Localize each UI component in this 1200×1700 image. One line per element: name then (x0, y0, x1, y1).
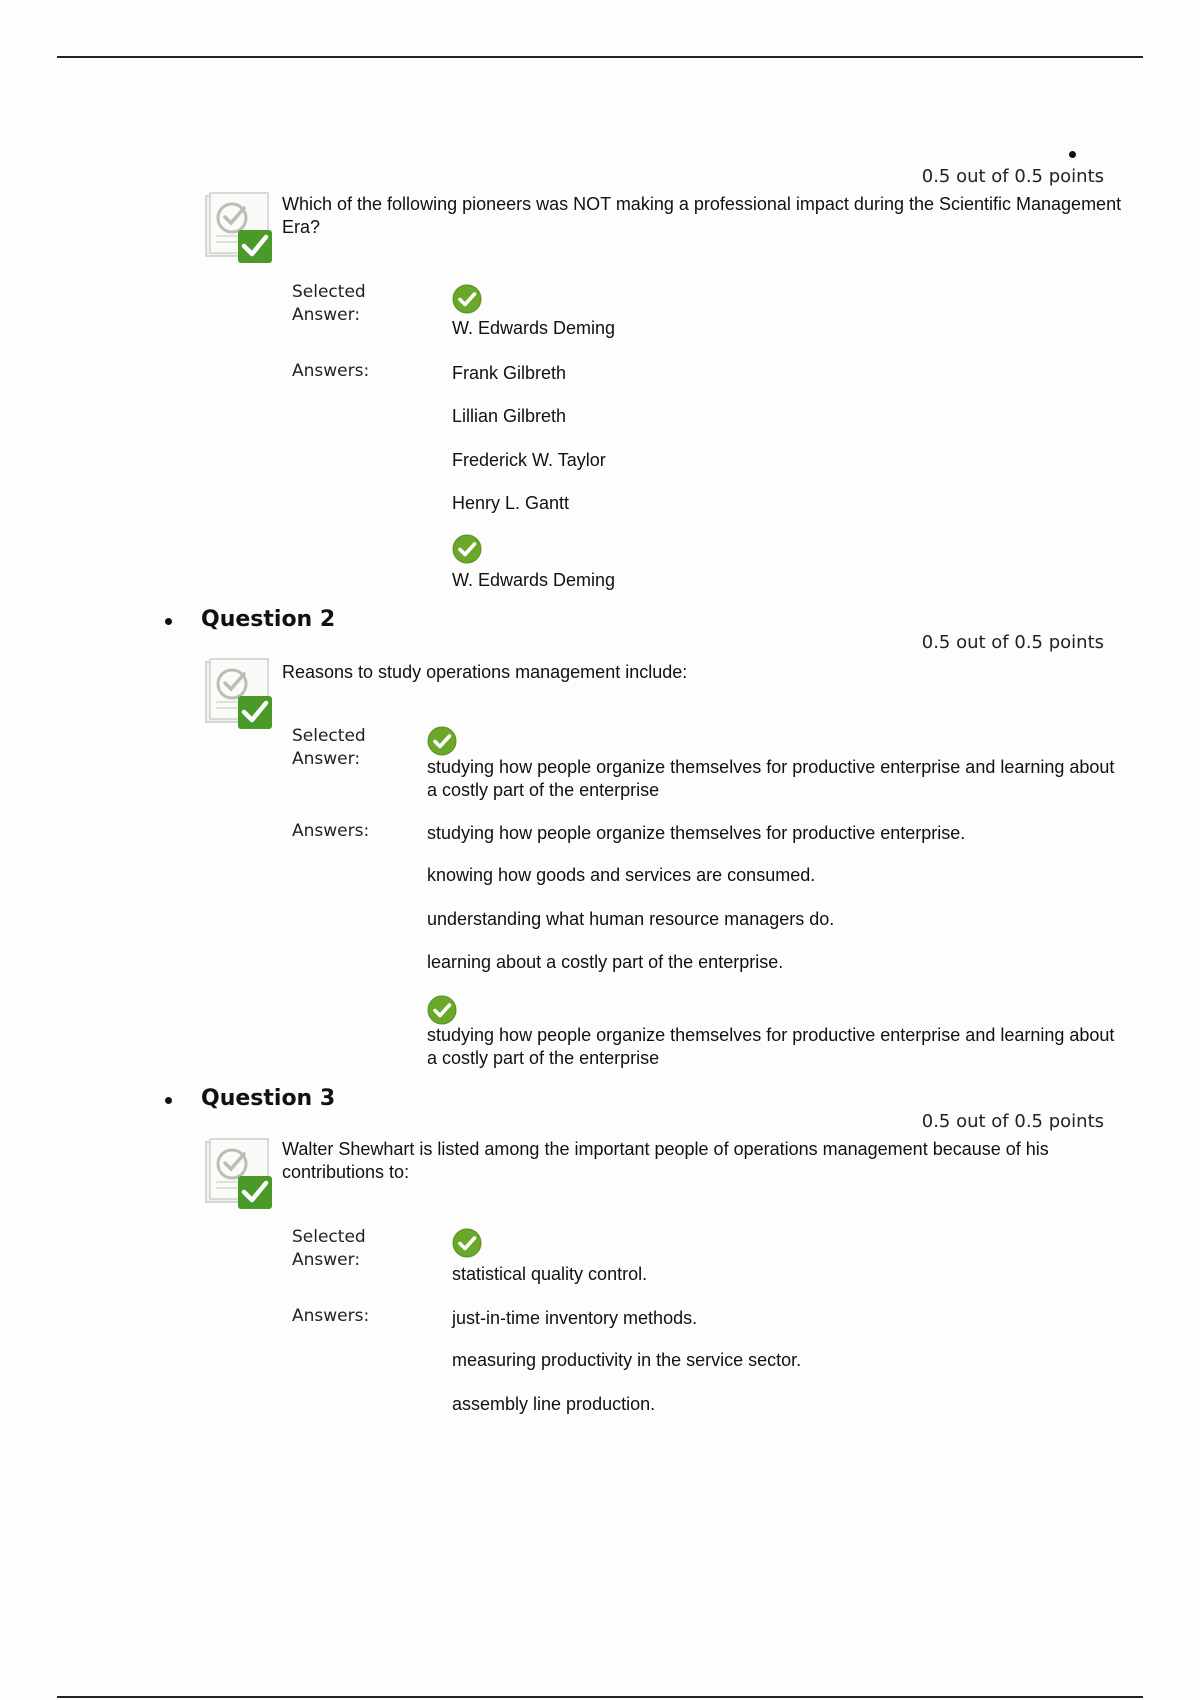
top-divider (57, 56, 1143, 58)
answer-option: measuring productivity in the service sector. (452, 1350, 802, 1370)
bullet (165, 1097, 172, 1104)
question-text: Walter Shewhart is listed among the important people of operations management because of his contributions to: (282, 1139, 1049, 1182)
answer-option: understanding what human resource managers do. (427, 909, 835, 929)
answer-option-correct: W. Edwards Deming (452, 570, 616, 590)
selected-answer: statistical quality control. (452, 1264, 648, 1284)
question-points: 0.5 out of 0.5 points (921, 632, 1104, 653)
correct-answer-check-icon (452, 534, 482, 564)
answer-option: just-in-time inventory methods. (452, 1308, 698, 1328)
selected-answer-label: Selected Answer: (292, 726, 366, 769)
question-text: Reasons to study operations management include: (282, 662, 688, 682)
check-icon (452, 284, 482, 314)
selected-answer-label: Selected Answer: (292, 1227, 366, 1270)
answer-option: knowing how goods and services are consumed. (427, 865, 816, 885)
answer-option: Lillian Gilbreth (452, 406, 567, 426)
answer-option: Henry L. Gantt (452, 493, 570, 513)
answer-option-correct: studying how people organize themselves for productive enterprise and learning about a costly part of the enterprise (427, 1025, 1115, 1068)
answers-label: Answers: (292, 1306, 370, 1326)
selected-answer-label: Selected Answer: (292, 282, 366, 325)
answers-label: Answers: (292, 361, 370, 381)
question-heading: Question 2 (201, 607, 336, 632)
correct-answer-icon (204, 658, 276, 730)
question-points: 0.5 out of 0.5 points (921, 166, 1104, 187)
correct-answer-check-icon (427, 995, 457, 1025)
question-points: 0.5 out of 0.5 points (921, 1111, 1104, 1132)
answer-option: Frederick W. Taylor (452, 450, 606, 470)
answers-label: Answers: (292, 821, 370, 841)
selected-answer: W. Edwards Deming (452, 318, 616, 338)
bullet (165, 618, 172, 625)
correct-answer-icon (204, 192, 276, 264)
answer-option: assembly line production. (452, 1394, 656, 1414)
answer-option: learning about a costly part of the enterprise. (427, 952, 784, 972)
question-text: Which of the following pioneers was NOT making a professional impact during the Scientific Management Era? (282, 194, 1122, 237)
bottom-divider (57, 1696, 1143, 1698)
answer-option: studying how people organize themselves for productive enterprise. (427, 823, 966, 843)
correct-answer-icon (204, 1138, 276, 1210)
bullet (1069, 151, 1076, 158)
selected-answer: studying how people organize themselves for productive enterprise and learning about a costly part of the enterprise (427, 757, 1115, 800)
question-heading: Question 3 (201, 1086, 336, 1111)
answer-option: Frank Gilbreth (452, 363, 567, 383)
check-icon (452, 1228, 482, 1258)
check-icon (427, 726, 457, 756)
